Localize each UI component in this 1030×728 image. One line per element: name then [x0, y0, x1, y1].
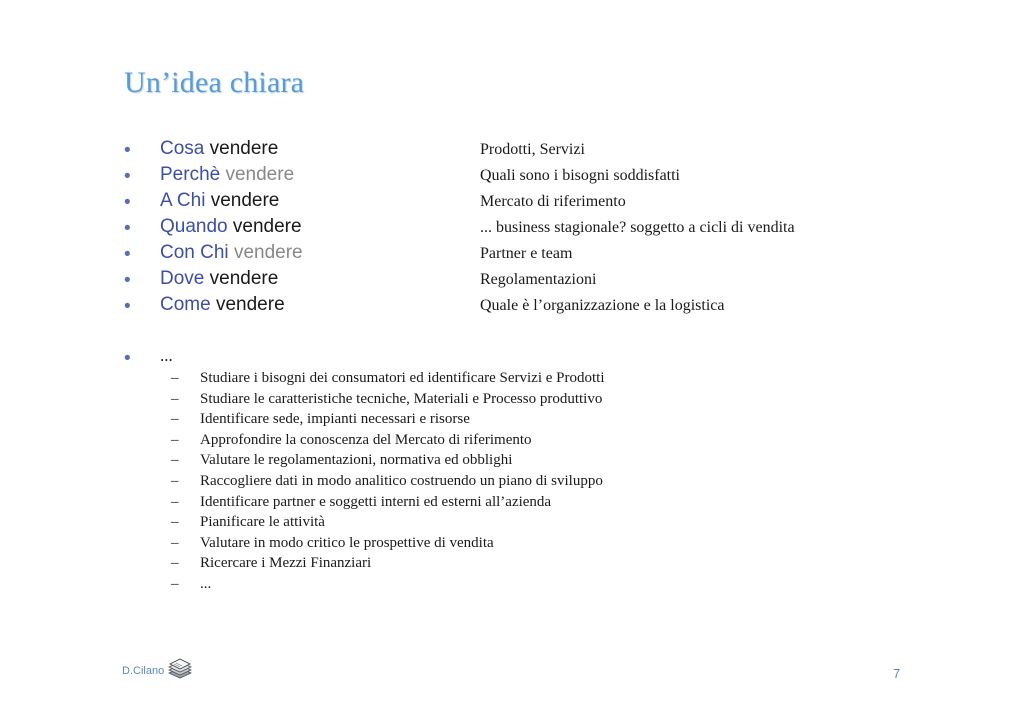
main-bullet-list — [0, 138, 1030, 320]
sub-list-item — [0, 411, 1030, 432]
question-verb: vendere — [209, 138, 279, 159]
sub-list-item — [0, 514, 1030, 535]
sub-item-text: Studiare i bisogni dei consumatori ed identificare Servizi e Prodotti — [200, 370, 605, 386]
list-item — [0, 268, 1030, 294]
dash-icon: – — [171, 370, 179, 386]
answer-text: Quali sono i bisogni soddisfatti — [480, 167, 680, 184]
dash-icon: – — [171, 390, 179, 407]
question-verb: vendere — [225, 164, 295, 185]
dash-icon: – — [171, 431, 179, 448]
question-term — [160, 164, 294, 186]
bullet-icon: • — [124, 296, 131, 317]
answer-text: Prodotti, Servizi — [480, 141, 585, 158]
slide-title: Un’idea chiara — [124, 66, 305, 99]
answer-text: Regolamentazioni — [480, 271, 597, 288]
question-keyword: Perchè — [160, 164, 221, 185]
question-term — [160, 190, 279, 212]
footer-author: D.Cilano — [122, 665, 165, 677]
sub-list-item — [0, 535, 1030, 556]
bullet-icon: • — [124, 192, 131, 213]
sub-list-item — [0, 494, 1030, 515]
dash-icon: – — [171, 555, 179, 572]
question-verb: vendere — [233, 242, 303, 263]
sub-list-item — [0, 432, 1030, 453]
sub-list-item — [0, 370, 1030, 391]
ellipsis-label: ... — [160, 346, 173, 365]
answer-text: ... business stagionale? soggetto a cicli di vendita — [480, 219, 795, 236]
page-number: 7 — [893, 666, 901, 681]
bullet-icon: • — [124, 244, 131, 265]
sub-list-item — [0, 452, 1030, 473]
question-keyword: A Chi — [160, 190, 206, 211]
question-term — [160, 294, 285, 316]
dash-icon: – — [171, 514, 179, 531]
list-item — [0, 164, 1030, 190]
question-term — [160, 268, 278, 290]
question-keyword: Cosa — [160, 138, 205, 159]
sub-bullet-list — [0, 370, 1030, 597]
sub-item-text: Identificare sede, impianti necessari e risorse — [200, 411, 470, 428]
sub-list-item — [0, 473, 1030, 494]
answer-text: Mercato di riferimento — [480, 193, 626, 210]
sub-item-text: Raccogliere dati in modo analitico costruendo un piano di sviluppo — [200, 472, 603, 489]
sub-item-text: Studiare le caratteristiche tecniche, Materiali e Processo produttivo — [200, 390, 603, 407]
question-verb: vendere — [209, 268, 279, 289]
question-term — [160, 216, 302, 238]
question-keyword: Dove — [160, 268, 205, 289]
sub-item-text: Pianificare le attività — [200, 514, 325, 531]
list-item — [0, 216, 1030, 242]
sub-item-text: Identificare partner e soggetti interni ed esterni all’azienda — [200, 493, 552, 510]
question-verb: vendere — [215, 294, 285, 315]
question-keyword: Come — [160, 294, 211, 315]
sub-item-text: Valutare in modo critico le prospettive di vendita — [200, 534, 494, 551]
dash-icon: – — [171, 534, 179, 551]
list-item — [0, 242, 1030, 268]
sub-item-text: ... — [200, 575, 212, 592]
list-item — [0, 138, 1030, 164]
dash-icon: – — [171, 452, 179, 469]
bullet-icon: • — [124, 140, 131, 161]
dash-icon: – — [171, 472, 179, 489]
question-verb: vendere — [232, 216, 302, 237]
dash-icon: – — [171, 493, 179, 510]
sub-list-item — [0, 555, 1030, 576]
question-term — [160, 242, 303, 264]
question-keyword: Con Chi — [160, 242, 229, 263]
dash-icon: – — [171, 575, 179, 592]
sub-item-text: Ricercare i Mezzi Finanziari — [200, 555, 372, 572]
list-item — [0, 190, 1030, 216]
bullet-icon: • — [124, 348, 131, 369]
sub-list-item — [0, 391, 1030, 412]
question-term — [160, 138, 278, 160]
bullet-icon: • — [124, 166, 131, 187]
bullet-icon: • — [124, 270, 131, 291]
answer-text: Partner e team — [480, 245, 573, 262]
question-keyword: Quando — [160, 216, 228, 237]
list-item — [0, 294, 1030, 320]
sub-list-item — [0, 576, 1030, 597]
sub-item-text: Valutare le regolamentazioni, normativa ed obblighi — [200, 452, 513, 469]
sub-item-text: Approfondire la conoscenza del Mercato di riferimento — [200, 431, 532, 448]
bullet-icon: • — [124, 218, 131, 239]
stacked-papers-icon — [167, 657, 193, 681]
ellipsis-item — [0, 348, 1030, 372]
answer-text: Quale è l’organizzazione e la logistica — [480, 297, 725, 314]
question-verb: vendere — [210, 190, 280, 211]
dash-icon: – — [171, 411, 179, 428]
